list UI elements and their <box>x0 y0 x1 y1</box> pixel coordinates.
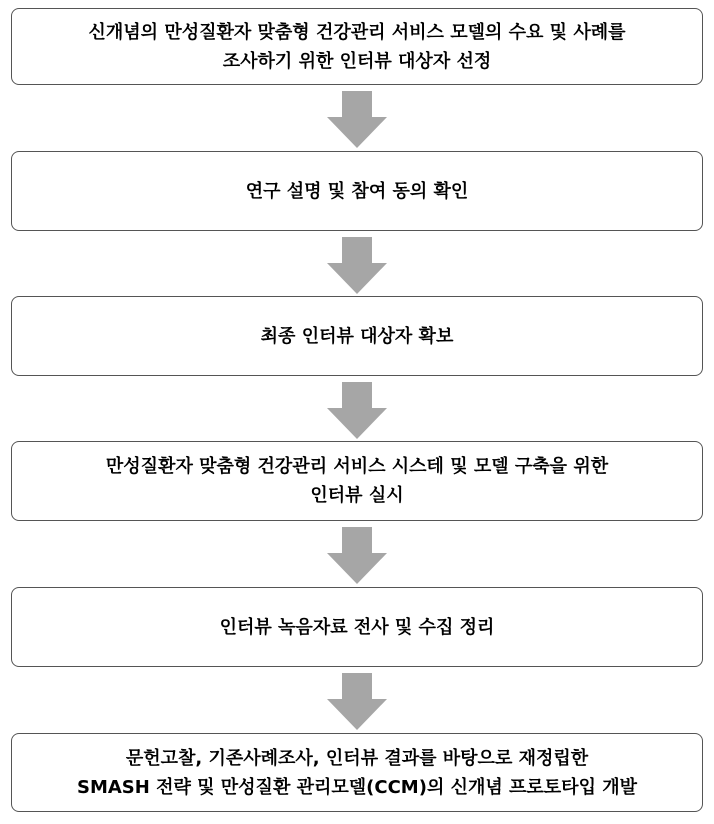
step-2-line-1: 연구 설명 및 참여 동의 확인 <box>245 180 469 202</box>
step-4-line-1: 만성질환자 맞춤형 건강관리 서비스 시스테 및 모델 구축을 위한 <box>105 456 609 477</box>
down-arrow-shape <box>327 673 387 730</box>
down-arrow-shape <box>327 237 387 294</box>
step-4-box <box>11 441 703 521</box>
down-arrow-icon <box>327 382 387 442</box>
step-2-box <box>11 151 703 231</box>
step-5-box <box>11 587 703 667</box>
down-arrow-icon <box>327 527 387 587</box>
step-6-box <box>11 733 703 812</box>
step-4-line-2: 인터뷰 실시 <box>310 485 404 506</box>
step-1-line-1: 신개념의 만성질환자 맞춤형 건강관리 서비스 모델의 수요 및 사례를 <box>88 21 626 43</box>
step-5-line-1: 인터뷰 녹음자료 전사 및 수집 정리 <box>219 616 495 638</box>
down-arrow-shape <box>327 527 387 584</box>
step-1-line-2: 조사하기 위한 인터뷰 대상자 선정 <box>222 50 492 72</box>
step-3-line-1: 최종 인터뷰 대상자 확보 <box>260 325 454 347</box>
down-arrow-icon <box>327 237 387 297</box>
down-arrow-shape <box>327 382 387 439</box>
step-6-line-2: SMASH 전략 및 만성질환 관리모델(CCM)의 신개념 프로토타입 개발 <box>76 776 638 798</box>
down-arrow-icon <box>327 91 387 151</box>
step-3-box <box>11 296 703 376</box>
step-1-box <box>11 8 703 85</box>
step-6-line-1: 문헌고찰, 기존사례조사, 인터뷰 결과를 바탕으로 재정립한 <box>125 747 589 769</box>
down-arrow-shape <box>327 91 387 148</box>
down-arrow-icon <box>327 673 387 733</box>
